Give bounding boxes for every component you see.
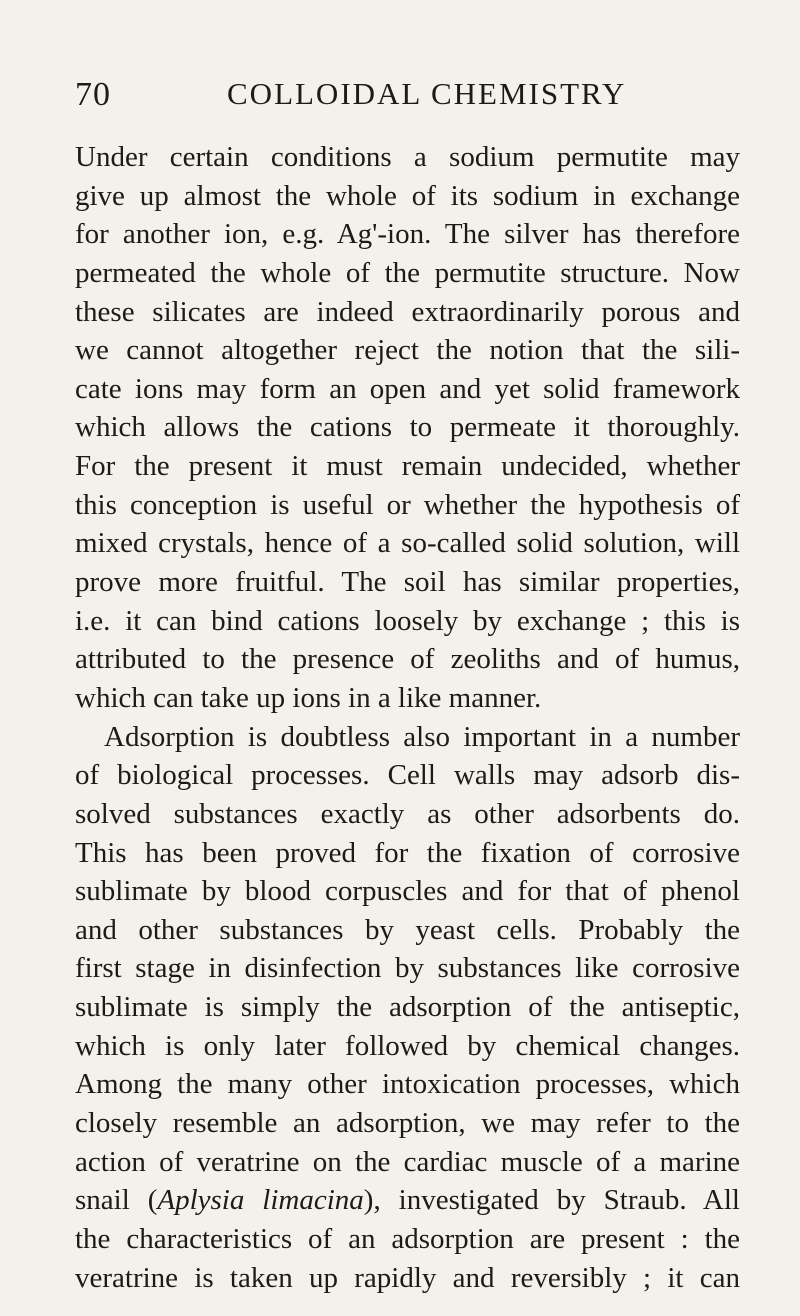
page-number: 70	[75, 76, 111, 113]
body-text	[75, 138, 740, 1297]
text-line: For the present it must remain undecided, whether	[75, 450, 740, 483]
text-line: for another ion, e.g. Ag'-ion. The silver has therefore	[75, 218, 740, 251]
text-line: which allows the cations to permeate it thoroughly.	[75, 411, 740, 444]
text-line: we cannot altogether reject the notion that the sili-	[75, 334, 740, 367]
text-line: of biological processes. Cell walls may adsorb dis-	[75, 759, 740, 792]
text-line: closely resemble an adsorption, we may refer to the	[75, 1107, 740, 1140]
text-line: i.e. it can bind cations loosely by exchange ; this is	[75, 604, 740, 637]
text-line: which is only later followed by chemical changes.	[75, 1029, 740, 1062]
text-line: Among the many other intoxication processes, which	[75, 1068, 740, 1101]
text-line: attributed to the presence of zeoliths and of humus,	[75, 643, 740, 676]
species-name-italic: Aplysia limacina	[157, 1184, 364, 1217]
text-line: action of veratrine on the cardiac muscle of a marine	[75, 1145, 740, 1178]
text-line: give up almost the whole of its sodium in exchange	[75, 179, 740, 212]
text-line: veratrine is taken up rapidly and reversibly ; it can	[75, 1261, 740, 1294]
text-line: prove more fruitful. The soil has similar properties,	[75, 566, 740, 599]
text-line: cate ions may form an open and yet solid framework	[75, 372, 740, 405]
text-line: This has been proved for the fixation of corrosive	[75, 836, 740, 869]
text-line: solved substances exactly as other adsorbents do.	[75, 797, 740, 830]
running-head	[75, 76, 745, 124]
text-line: permeated the whole of the permutite structure. Now	[75, 256, 740, 289]
text-line: mixed crystals, hence of a so-called solid solution, will	[75, 527, 740, 560]
text-line: first stage in disinfection by substances like corrosive	[75, 952, 740, 985]
running-title: COLLOIDAL CHEMISTRY	[227, 76, 627, 111]
text-line: sublimate is simply the adsorption of the antiseptic,	[75, 991, 740, 1024]
paragraph-start-line: Adsorption is doubtless also important in a number	[104, 720, 740, 753]
paragraph-end-line: which can take up ions in a like manner.	[75, 681, 542, 714]
text-line: sublimate by blood corpuscles and for that of phenol	[75, 875, 740, 908]
line-text-before-italic: snail (	[75, 1184, 158, 1217]
text-line: and other substances by yeast cells. Probably the	[75, 913, 740, 946]
text-line-with-species-name	[75, 1181, 740, 1220]
text-line: these silicates are indeed extraordinarily porous and	[75, 295, 740, 328]
text-line: Under certain conditions a sodium permutite may	[75, 141, 740, 173]
text-line: this conception is useful or whether the hypothesis of	[75, 488, 740, 521]
text-line: the characteristics of an adsorption are present : the	[75, 1222, 740, 1255]
line-text-after-italic: ), investigated by Straub. All	[363, 1184, 740, 1217]
